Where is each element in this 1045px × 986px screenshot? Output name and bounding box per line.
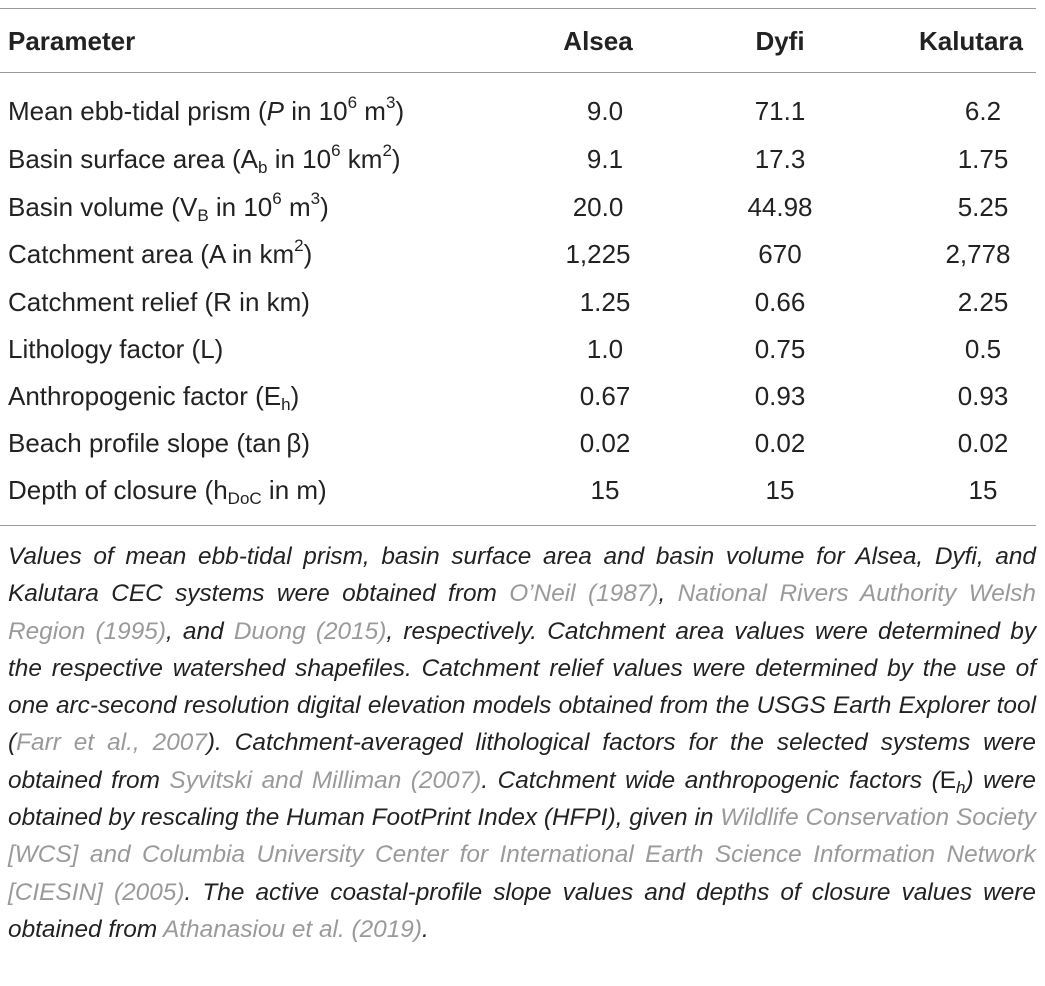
table-footnote: Values of mean ebb-tidal prism, basin surface area and basin volume for Alsea, Dyfi, and Kalutara CEC systems were obtained from O’Neil (1987), National Rivers Authority Welsh Region (1995), and Duong (2015), respectively. Catchment area values were determined by the respective watershed shapefiles. Catchment relief values were determined by the use of one arc-second resolution digital elevation models obtained from the USGS Earth Explorer tool (Farr et al., 2007). Catchment-averaged lithological factors for the selected systems were obtained from Syvitski and Milliman (2007). Catchment wide anthropogenic factors $(E_h)$ were obtained by rescaling the Human FootPrint Index (HFPI), given in Wildlife Conservation Society [WCS] and Columbia University Center for International Earth Science Information Network [CIESIN] (2005). The active coastal-profile slope values and depths of closure values were obtained from Athanasiou et al. (2019). [8,543,1037,943]
citation-link-duong[interactable]: Duong (2015) [233,617,387,645]
row-label: Mean ebb-tidal prism (P in $10^6$ $m^3$) [8,93,405,126]
table-row [0,329,1045,369]
cell-kalutara: 0.02 [957,428,1009,458]
header-parameter: Parameter [8,26,136,56]
row-label: Basin volume ($V_B$ in $10^6$ $m^3$) [8,189,329,225]
citation-link-syvitski[interactable]: Syvitski and Milliman (2007) [169,766,482,794]
table-top-rule [0,8,1036,9]
citation-link-athanasiou[interactable]: Athanasiou et al. (2019) [163,915,422,943]
cell-kalutara: 1.75 [957,144,1009,174]
header-kalutara: Kalutara [918,26,1024,56]
cell-alsea: 1,225 [565,239,631,269]
table-row [0,376,1045,416]
citation-link-oneil[interactable]: O’Neil (1987) [509,580,659,608]
row-label: Catchment relief (R in km) [8,287,310,317]
cell-dyfi: 0.02 [754,428,806,458]
cell-alsea: 9.0 [586,96,624,126]
cell-kalutara: 15 [968,475,998,505]
header-dyfi: Dyfi [755,26,805,56]
row-label: Lithology factor (L) [8,334,224,364]
cell-alsea: 9.1 [586,144,624,174]
cell-dyfi: 670 [758,239,802,269]
row-label: Depth of closure ($h_{DoC}$ in m) [8,475,327,508]
row-label: Beach profile slope (tan β) [8,428,310,458]
cell-kalutara: 0.5 [964,334,1002,364]
cell-dyfi: 0.75 [754,334,806,364]
cell-kalutara: 6.2 [964,96,1002,126]
citation-link-wcs-ciesin[interactable]: Wildlife Conservation Society [WCS] and Columbia University Center for International Earth Science Information Network [CIESIN] (2005) [8,804,1037,906]
table-row [0,91,1045,131]
cell-alsea: 20.0 [572,192,624,222]
table-header-rule [0,72,1036,73]
cell-alsea: 0.02 [579,428,631,458]
table-bottom-rule [0,525,1036,526]
cell-dyfi: 0.93 [754,381,806,411]
citation-link-nra-welsh[interactable]: National Rivers Authority Welsh Region (1995) [8,580,1036,645]
cell-alsea: 1.25 [579,287,631,317]
table-row [0,139,1045,179]
row-label: Catchment area (A in $km^2$) [8,236,313,269]
cell-kalutara: 0.93 [957,381,1009,411]
table-row [0,187,1045,227]
table-row [0,423,1045,463]
header-alsea: Alsea [563,26,633,56]
table-row [0,282,1045,322]
cell-kalutara: 5.25 [957,192,1009,222]
cell-kalutara: 2,778 [945,239,1011,269]
row-label: Anthropogenic factor $(E_h)$ [8,381,300,414]
cell-alsea: 1.0 [586,334,624,364]
row-label: Basin surface area ($A_b$ in $10^6$ $km^2$) [8,141,401,177]
cell-dyfi: 44.98 [747,192,813,222]
cell-dyfi: 15 [765,475,795,505]
table-row [0,470,1045,510]
table-header-row [0,21,1045,61]
cell-dyfi: 17.3 [754,144,806,174]
cell-alsea: 0.67 [579,381,631,411]
cell-dyfi: 0.66 [754,287,806,317]
table-row [0,234,1045,274]
cell-alsea: 15 [590,475,620,505]
cell-kalutara: 2.25 [957,287,1009,317]
citation-link-farr[interactable]: Farr et al., 2007 [16,729,207,757]
cell-dyfi: 71.1 [754,96,806,126]
